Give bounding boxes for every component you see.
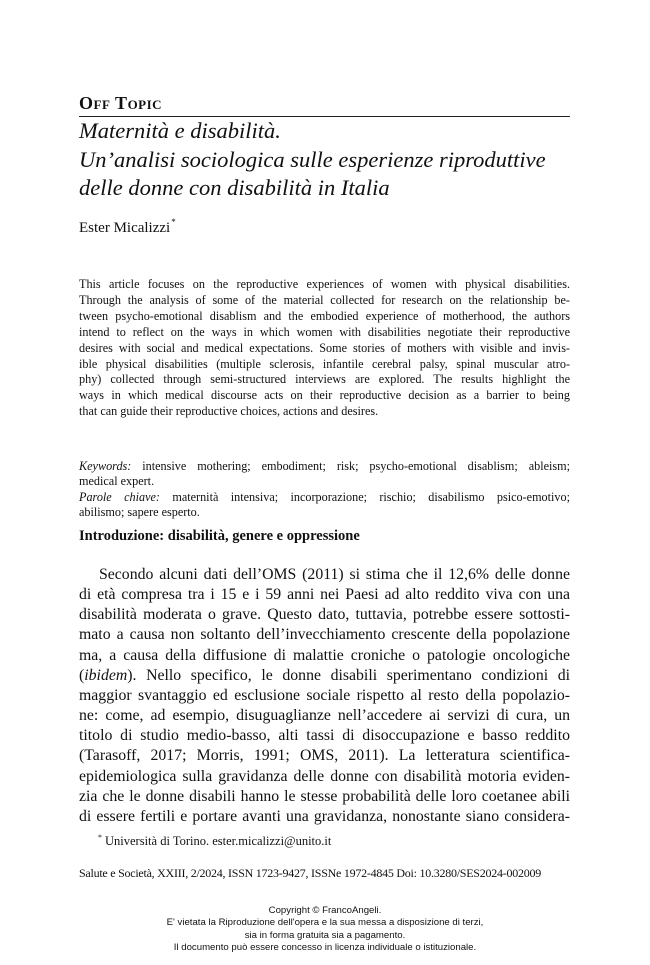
copyright-line: E' vietata la Riproduzione dell'opera e la sua messa a disposizione di terzi, [166,917,484,929]
keywords-text: intensive mothering; embodiment; risk; psycho-emotional disablism; ableism; [131,459,570,473]
footnote [98,833,331,849]
body-line: disabilità moderata o grave. Questo dato, tuttavia, potrebbe essere sottosti- [79,606,570,624]
article-title [79,117,579,203]
body-line [79,666,570,686]
title-line: delle donne con disabilità in Italia [79,175,390,200]
title-line: Un’analisi sociologica sulle esperienze riproduttive [79,146,546,172]
abstract-line: tween psycho-emotional disablism and the embodied experience of motherhood, the authors [79,308,570,323]
title-line: Maternità e disabilità. [79,118,281,143]
author [79,217,176,237]
author-name: Ester Micalizzi [79,220,171,236]
author-footnote-mark[interactable]: * [171,217,176,227]
section-label: Off Topic [79,93,163,113]
body-line: epidemiologica sulla gravidanza delle donne con disabilità motoria eviden- [79,767,570,785]
body-line: mato a causa non soltanto dell’invecchiamento crescente della popolazione [79,626,570,644]
body-line: di essere fertili e portare avanti una gravidanza, nonostante siano considera- [79,807,570,825]
body-line: ne: come, ad esempio, disuguaglianze nell’accedere ai servizi di cura, un [79,707,570,725]
copyright-line: sia in forma gratuita sia a pagamento. [244,929,406,941]
abstract-line: This article focuses on the reproductive experiences of women with physical disabilities. [79,277,570,291]
parole-chiave-text: maternità intensiva; incorporazione; rischio; disabilismo psico-emotivo; [159,490,570,504]
abstract-line: phy) collected through semi-structured interviews are explored. The results highlight the [79,372,570,387]
section-heading: Introduzione: disabilità, genere e oppressione [79,528,360,544]
keywords-text-continued: medical expert. [79,474,155,489]
abstract-line: intend to reflect on the ways in which women with disabilities negotiate their reproductive [79,324,570,339]
body-line: titolo di studio medio-basso, alti tassi di disoccupazione e basso reddito [79,727,570,745]
abstract-line: desires with social and medical expectations. Some stories of mothers with visible and invis- [79,340,570,355]
keywords-en [79,459,570,490]
copyright-line: Copyright © FrancoAngeli. [268,905,382,916]
body-line: Secondo alcuni dati dell’OMS (2011) si stima che il 12,6% delle donne [99,566,570,583]
body-line: zia che le donne disabili hanno le stesse probabilità delle loro coetanee abili [79,787,570,805]
body-text [79,565,570,827]
copyright-line: Il documento può essere concesso in licenza individuale o istituzionale. [173,942,477,954]
copyright-notice [0,905,650,955]
body-line: ma, a causa della diffusione di malattie croniche o patologie oncologiche [79,646,570,664]
body-line: (Tarasoff, 2017; Morris, 1991; OMS, 2011). La letteratura scientifica- [79,747,570,765]
abstract-line: that can guide their reproductive choices, actions and desires. [79,404,379,419]
journal-citation: Salute e Società, XXIII, 2/2024, ISSN 1723-9427, ISSNe 1972-4845 Doi: 10.3280/SES2024-002009 [79,866,541,880]
body-text-run: ). Nello specifico, le donne disabili sperimentano condizioni di [127,666,570,684]
keywords-label: Keywords: [79,459,132,473]
footnote-text: Università di Torino. ester.micalizzi@unito.it [105,834,332,848]
abstract-line: ible physical disabilities (multiple sclerosis, infantile cerebral palsy, spinal muscular atro- [79,356,570,371]
abstract-line: ways in which medical discourse acts on their reproductive decision as a barrier to being [79,388,570,403]
keywords-it [79,490,570,521]
abstract [79,277,570,420]
body-text-run: ( [79,666,85,684]
body-line: di età compresa tra i 15 e i 59 anni nei Paesi ad alto reddito viva con una [79,586,570,604]
parole-chiave-label: Parole chiave: [79,490,160,504]
body-line: maggior svantaggio ed esclusione sociale rispetto al resto della popolazio- [79,686,570,704]
footnote-mark: * [98,833,102,842]
parole-chiave-text-continued: abilismo; sapere esperto. [79,505,200,520]
body-italic-ibidem: ibidem [84,666,128,684]
abstract-line: Through the analysis of some of the material collected for research on the relationship be- [79,292,570,307]
